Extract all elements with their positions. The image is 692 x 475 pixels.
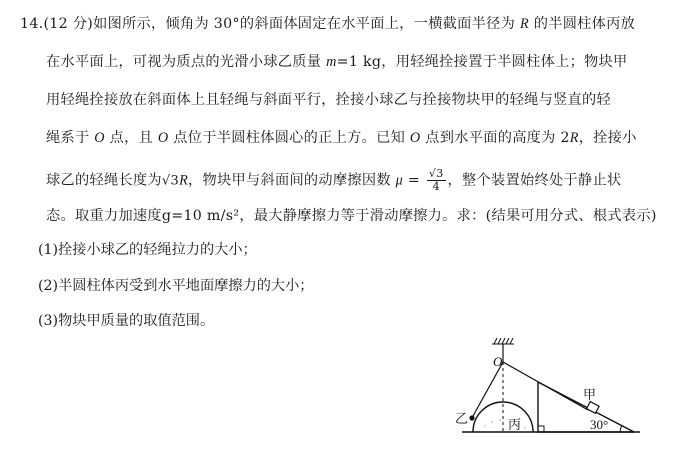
text-segment: 点，且 [109, 130, 154, 146]
ball-yi [469, 415, 474, 420]
fraction-mu [427, 168, 446, 193]
physics-diagram [440, 336, 650, 440]
angle-arc [620, 426, 622, 432]
problem-line-4 [46, 128, 637, 148]
problem-line-3 [46, 90, 611, 110]
problem-line-5 [46, 168, 621, 193]
rope-to-yi [473, 362, 503, 416]
text-segment: 态。取重力加速度g=10 m/s²，最大静摩擦力等于滑动摩擦力。求：(结果可用分式、根式表示) [46, 208, 657, 224]
question-2: (2)半圆柱体丙受到水平地面摩擦力的大小； [38, 278, 314, 294]
question-3: (3)物块甲质量的取值范围。 [38, 313, 215, 329]
problem-number: 14. [20, 16, 44, 32]
var-R: R [569, 130, 579, 146]
label-yi: 乙 [455, 411, 469, 426]
label-angle: 30° [590, 417, 609, 432]
problem-score: (12 分) [43, 16, 94, 32]
problem-line-1 [20, 14, 635, 34]
text-segment: 的半圆柱体丙放 [533, 16, 636, 32]
var-R: R [179, 172, 189, 189]
var-O: O [157, 130, 169, 146]
text-segment: 点到水平面的高度为 2 [425, 130, 570, 146]
text-segment: 在水平面上，可视为质点的光滑小球乙质量 [46, 54, 322, 70]
problem-line-2 [46, 52, 628, 72]
block-jia [587, 402, 600, 414]
text-segment: 绳系于 [46, 130, 90, 146]
text-segment: 球乙的轻绳长度为 [46, 172, 162, 189]
question-1: (1)拴接小球乙的轻绳拉力的大小； [38, 242, 257, 258]
var-R: R [519, 16, 529, 32]
right-angle-marker [538, 426, 544, 432]
label-jia: 甲 [583, 387, 597, 402]
equals-sign: = [407, 172, 421, 189]
text-segment: ，拴接小 [578, 130, 637, 146]
fraction-denominator: 4 [432, 180, 440, 193]
var-O: O [94, 130, 105, 146]
text-segment: ，整个装置始终处于静止状 [447, 172, 622, 189]
var-m: m [326, 54, 337, 70]
var-O: O [409, 130, 421, 146]
text-segment: 如图所示，倾角为 30°的斜面体固定在水平面上，一横截面半径为 [93, 16, 516, 32]
fraction-numerator: √3 [428, 167, 444, 180]
label-O: O [493, 354, 503, 369]
text-segment: ，物块甲与斜面间的动摩擦因数 [188, 172, 391, 189]
var-mu: μ [395, 172, 404, 189]
problem-line-6 [46, 206, 657, 226]
text-segment: 点位于半圆柱体圆心的正上方。已知 [173, 130, 406, 146]
sqrt-3: √3 [161, 173, 180, 189]
label-bing: 丙 [508, 417, 522, 432]
text-segment: 用轻绳拴接放在斜面体上且轻绳与斜面平行，拴接小球乙与拴接物块甲的轻绳与竖直的轻 [46, 92, 612, 108]
text-segment: =1 kg，用轻绳拴接置于半圆柱体上；物块甲 [336, 54, 628, 70]
ceiling-mount [492, 338, 514, 344]
